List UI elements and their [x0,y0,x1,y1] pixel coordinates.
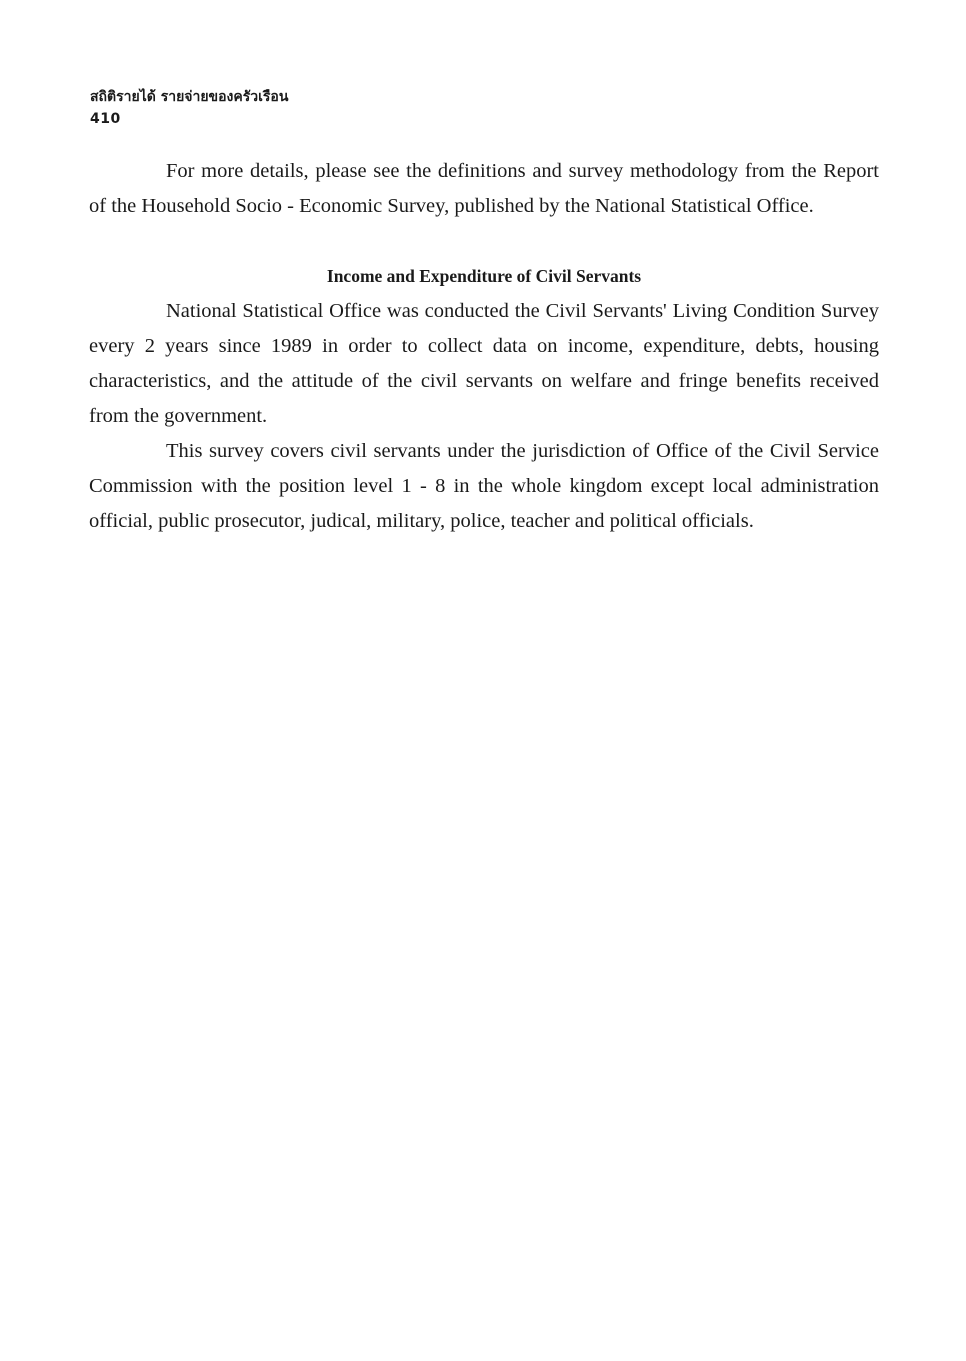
section-paragraph-2: This survey covers civil servants under the jurisdiction of Office of the Civil Service Commission with the position level 1 - 8 in the whole kingdom except local administration official, public prosecutor, judical, military, police, teacher and political officials. [89,440,879,532]
section-heading: Income and Expenditure of Civil Servants [326,266,642,286]
running-header [90,86,288,130]
page-number: 410 [90,111,121,127]
running-header-title: สถิติรายได้ รายจ่ายของครัวเรือน [90,89,289,105]
body-text [89,154,879,539]
intro-paragraph: For more details, please see the definitions and survey methodology from the Report of the Household Socio - Economic Survey, published by the National Statistical Office. [89,160,879,217]
section-paragraph-1: National Statistical Office was conducted the Civil Servants' Living Condition Survey every 2 years since 1989 in order to collect data on income, expenditure, debts, housing characteristics, and the attitude of the civil servants on welfare and fringe benefits received from the government. [89,300,879,427]
